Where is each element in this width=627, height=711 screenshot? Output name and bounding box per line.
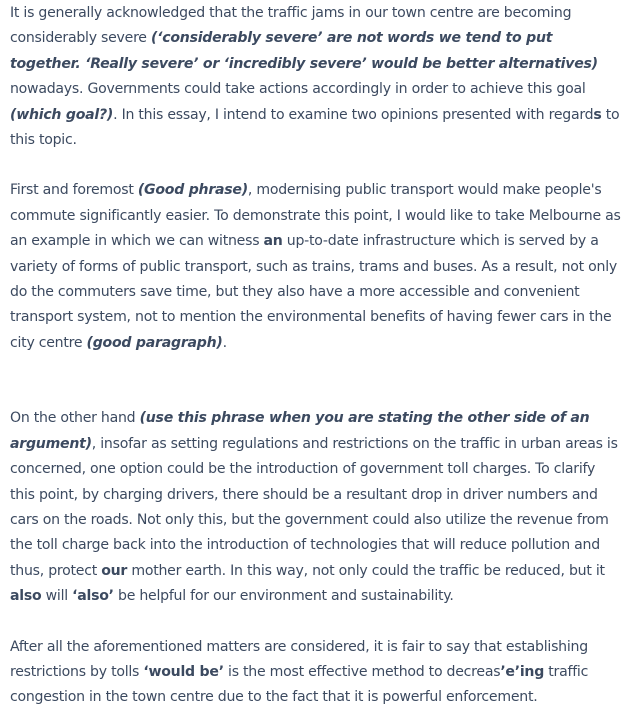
essay-text: It is generally acknowledged that the traffic jams in our town centre are becoming considerably severe	[10, 5, 572, 47]
feedback-comment: (‘considerably severe’ are not words we tend to put together. ‘Really severe’ or ‘incredibly severe’ would be better alternatives)	[10, 30, 598, 72]
essay-text: . In this essay, I intend to examine two opinions presented with regard	[113, 106, 594, 123]
correction-highlight: an	[263, 233, 283, 250]
essay-text: First and foremost	[10, 182, 138, 199]
feedback-comment: (which goal?)	[10, 106, 114, 123]
feedback-comment: (use this phrase when you are stating the other side of an argument)	[10, 410, 590, 452]
essay-text: .	[222, 334, 227, 351]
feedback-comment: (good paragraph)	[86, 334, 223, 351]
essay-text: to this topic.	[10, 106, 620, 149]
essay-text: mother earth. In this way, not only could the traffic be reduced, but it	[127, 562, 605, 579]
feedback-comment: (Good phrase)	[137, 182, 248, 199]
essay-text: traffic congestion in the town centre due to the fact that it is powerful enforcement.	[10, 663, 589, 706]
essay-text: be helpful for our environment and sustainability.	[113, 588, 454, 605]
paragraph-spacer	[10, 610, 622, 635]
paragraph-body-2	[10, 406, 622, 609]
essay-text: On the other hand	[10, 410, 140, 427]
paragraph-introduction	[10, 1, 622, 153]
correction-highlight: also	[10, 588, 42, 605]
essay-text: is the most effective method to decreas	[223, 663, 501, 680]
paragraph-spacer	[10, 153, 622, 178]
paragraph-body-1	[10, 178, 622, 356]
correction-highlight: ‘would be’	[143, 663, 224, 680]
correction-highlight: ’e’ing	[500, 663, 545, 680]
correction-highlight: ‘also’	[72, 588, 114, 605]
essay-text: , insofar as setting regulations and restrictions on the traffic in urban areas is concerned, one option could be the introduction of government toll charges. To clarify this point, by charging drivers, there should be a resultant drop in driver numbers and cars on the roads. Not only this, but the government could also utilize the revenue from the toll charge back into the introduction of technologies that will reduce pollution and thus, protect	[10, 435, 618, 579]
essay-text: will	[41, 588, 73, 605]
correction-highlight: s	[593, 106, 602, 123]
essay-text: After all the aforementioned matters are considered, it is fair to say that establishing restrictions by tolls	[10, 638, 588, 680]
correction-highlight: our	[101, 562, 128, 579]
essay-text: , modernising public transport would make people's commute significantly easier. To demonstrate this point, I would like to take Melbourne as an example in which we can witness	[10, 182, 621, 250]
essay-text: up-to-date infrastructure which is served by a variety of forms of public transport, such as trains, trams and buses. As a result, not only do the commuters save time, but they also have a more accessible and convenient transport system, not to mention the environmental benefits of having fewer cars in the city centre	[10, 233, 617, 351]
essay-text: nowadays. Governments could take actions accordingly in order to achieve this goal	[10, 81, 586, 98]
paragraph-spacer	[10, 356, 622, 406]
essay-body	[0, 1, 622, 711]
